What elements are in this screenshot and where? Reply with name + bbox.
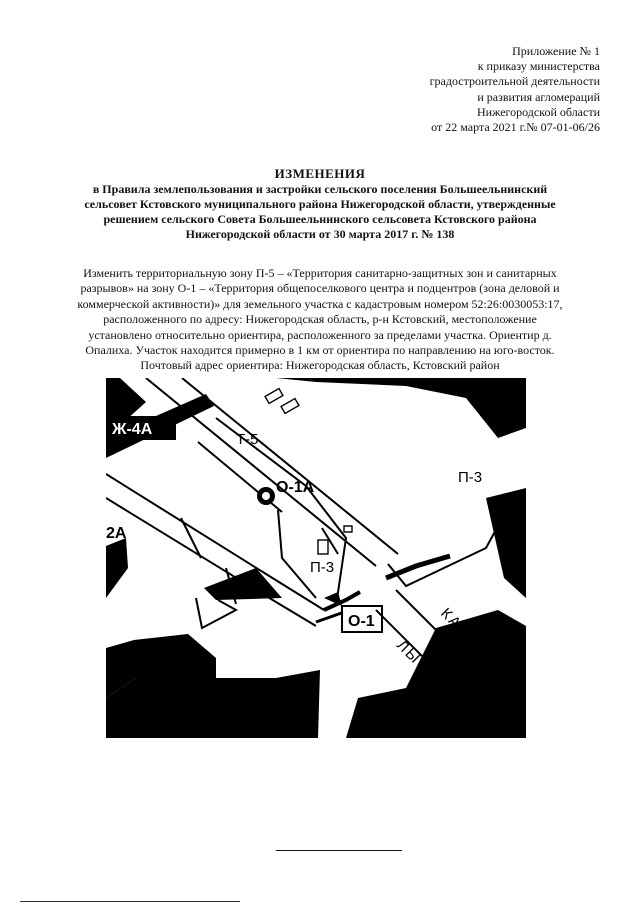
o1a-marker-center (262, 492, 270, 500)
dark-area (106, 670, 320, 738)
title-line: решением сельского Совета Большеельнинского сельсовета Кстовского района (103, 212, 537, 226)
label-zh4a: Ж-4А (112, 421, 153, 438)
signature-line (276, 850, 402, 851)
label-lyskovo: ЛЫСКОВО (393, 636, 469, 713)
label-o1a: О-1А (276, 479, 315, 496)
zoning-map (106, 378, 526, 738)
zone-boundary (181, 518, 201, 558)
body-line: Изменить территориальную зону П-5 – «Территория санитарно-защитных зон и санитарных (83, 266, 557, 280)
body-line: установлено относительно ориентира, расположенного за пределами участка. Ориентир д. (88, 327, 552, 342)
appendix-line: к приказу министерства (477, 59, 600, 74)
body-line: коммерческой активности)» для земельного участка с кадастровым номером 52:26:0030053:17, (77, 296, 563, 311)
building (318, 540, 328, 554)
appendix-line: градостроительной деятельности (429, 74, 600, 89)
appendix-line: от 22 марта 2021 г.№ 07-01-06/26 (431, 120, 600, 135)
dark-area (486, 488, 526, 598)
label-o2a: О-2А (214, 585, 253, 602)
body-line: расположенного по адресу: Нижегородская область, р-н Кстовский, местоположение (103, 312, 537, 327)
label-o1: О-1 (348, 613, 375, 630)
building (281, 399, 299, 414)
label-p3-small: П-3 (310, 559, 335, 576)
body-line: Почтовый адрес ориентира: Нижегородская область, Кстовский район (140, 358, 500, 373)
body-line: Опалиха. Участок находится примерно в 1 км от ориентира по направлению на юго-восток. (85, 343, 555, 358)
appendix-block (340, 44, 600, 135)
label-p3: П-3 (458, 469, 483, 486)
appendix-line: Нижегородской области (476, 104, 600, 119)
title-heading: ИЗМЕНЕНИЯ (274, 166, 366, 181)
title-line: в Правила землепользования и застройки сельского поселения Большеельнинский (92, 182, 548, 196)
label-kazan: КАЗАНЬ (437, 604, 499, 667)
zoning-map-svg (106, 378, 526, 738)
building (265, 389, 283, 404)
document-title (60, 166, 580, 242)
label-2a: 2А (106, 525, 127, 542)
title-line: сельсовет Кстовского муниципального района Нижегородской области, утвержденные (84, 197, 556, 211)
label-t5: Т-5 (236, 431, 259, 448)
building (344, 526, 352, 532)
title-line: Нижегородской области от 30 марта 2017 г. № 138 (185, 227, 455, 241)
appendix-line: и развития агломераций (477, 89, 600, 104)
body-paragraph (70, 266, 570, 374)
footer-divider (20, 901, 240, 902)
body-line: разрывов» на зону О-1 – «Территория общепоселкового центра и подцентров (зона деловой и (80, 281, 560, 296)
dark-area (106, 538, 128, 598)
zone-boundary (196, 598, 236, 628)
appendix-line: Приложение № 1 (512, 44, 600, 58)
